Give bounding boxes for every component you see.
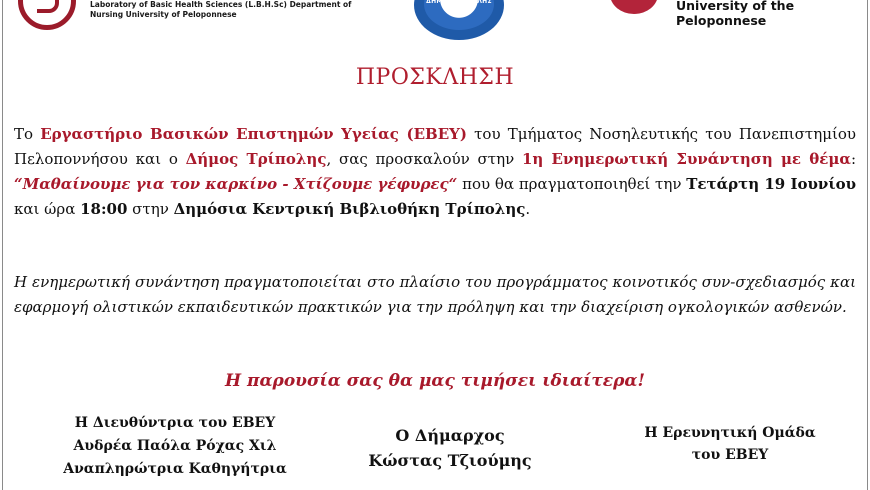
uop-logo-icon [610, 0, 658, 14]
signature-line: του ΕΒΕΥ [691, 447, 769, 463]
text-segment: που θα πραγματοποιηθεί την [457, 175, 687, 193]
lab-name: Εργαστήριο Βασικών Επιστημών Υγείας (ΕΒΕΥ) [40, 125, 467, 143]
lbhs-name-line2: Nursing University of Peloponnese [90, 10, 237, 19]
text-segment: : [850, 150, 856, 168]
signature-line: Η Ερευνητική Ομάδα [644, 425, 816, 441]
signature-research-team [600, 422, 860, 466]
signature-line: Αυδρέα Παόλα Ρόχας Χιλ [73, 438, 277, 454]
text-segment: , σας προσκαλούν στην [326, 150, 522, 168]
text-segment: του Τμήματος Νοσηλευτικής του Πανεπιστημίου Πελοποννήσου και ο [14, 125, 856, 168]
lbhs-name [90, 0, 390, 20]
dimos-logo-label: ΔΗΜΟΣ ΤΡΙΠΟΛΗΣ [426, 0, 492, 5]
signature-line: Αναπληρώτρια Καθηγήτρια [63, 461, 287, 477]
invitation-paragraph [14, 122, 856, 222]
text-segment: στην [127, 200, 174, 218]
meeting-date: Τετάρτη 19 Ιουνίου [686, 175, 856, 193]
program-paragraph: Η ενημερωτική συνάντηση πραγματοποιείται στο πλαίσιο του προγράμματος κοινοτικός συν-σχεδιασμός και εφαρμογή ολιστικών εκπαιδευτικών πρακτικών για την πρόληψη και την διαχείριση ογκολογικών ασθενών. [14, 273, 856, 316]
meeting-topic: “Μαθαίνουμε για τον καρκίνο - Χτίζουμε γέφυρες“ [14, 175, 458, 193]
signature-line: Κώστας Τζιούμης [368, 451, 532, 470]
signature-director [20, 412, 330, 481]
closing-line: Η παρουσία σας θα μας τιμήσει ιδιαίτερα! [225, 371, 645, 391]
lbhs-name-line1: Laboratory of Basic Health Sciences (L.B.H.Sc) Department of [90, 0, 352, 9]
text-segment: . [525, 200, 531, 218]
signature-mayor [300, 423, 600, 473]
lbhs-logo-icon [18, 0, 76, 30]
text-segment: Το [14, 125, 41, 143]
uop-name: University of the Peloponnese [676, 0, 795, 28]
text-segment: και ώρα [14, 200, 81, 218]
letterhead [0, 0, 870, 48]
page-title: ΠΡΟΣΚΛΗΣΗ [355, 65, 515, 90]
signature-line: Η Διευθύντρια του ΕΒΕΥ [74, 415, 276, 431]
signature-line: Ο Δήμαρχος [395, 426, 505, 445]
dimos-tripolis-logo-icon [414, 0, 504, 40]
municipality-name: Δήμος Τρίπολης [185, 150, 327, 168]
meeting-venue: Δημόσια Κεντρική Βιβλιοθήκη Τρίπολης [173, 200, 526, 218]
meeting-name: 1η Ενημερωτική Συνάντηση με θέμα [521, 150, 851, 168]
meeting-time: 18:00 [80, 200, 128, 218]
